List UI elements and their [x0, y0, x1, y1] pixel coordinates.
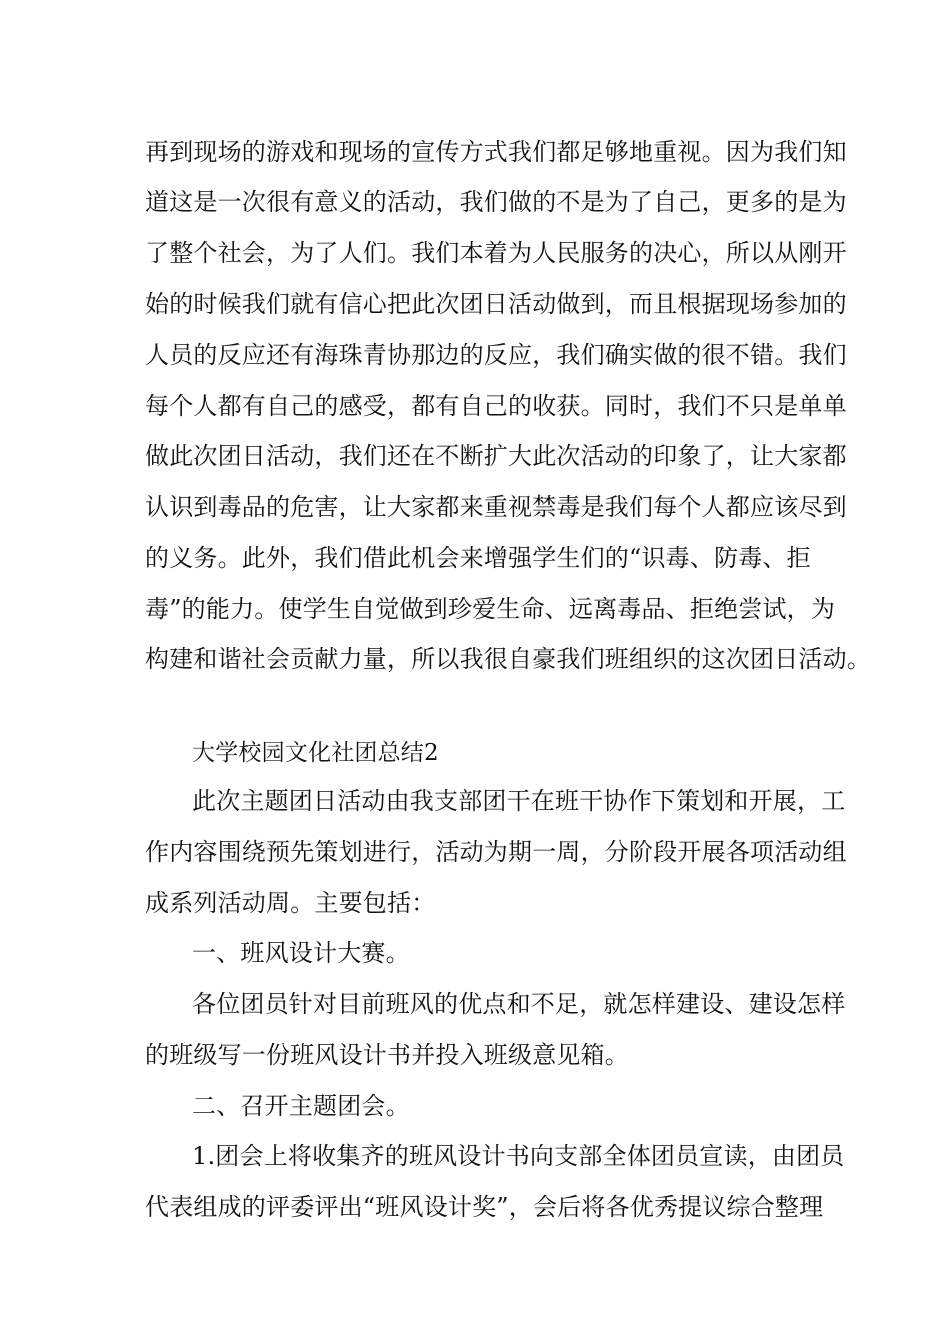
paragraph-1-line-5: 人员的反应还有海珠青协那边的反应，我们确实做的很不错。我们 [145, 341, 847, 369]
paragraph-2-line-3: 成系列活动周。主要包括： [145, 889, 436, 917]
paragraph-1-line-6: 每个人都有自己的感受，都有自己的收获。同时，我们不只是单单 [145, 392, 847, 420]
item-2-title: 二、召开主题团会。 [192, 1092, 410, 1120]
paragraph-2-line-1: 此次主题团日活动由我支部团干在班干协作下策划和开展，工 [192, 787, 846, 815]
paragraph-1-line-8: 认识到毒品的危害，让大家都来重视禁毒是我们每个人都应该尽到 [145, 493, 847, 521]
item-2-line-2: 代表组成的评委评出“班风设计奖”，会后将各优秀提议综合整理 [145, 1193, 824, 1221]
paragraph-1-line-1: 再到现场的游戏和现场的宣传方式我们都足够地重视。因为我们知 [145, 138, 847, 166]
paragraph-1-line-2: 道这是一次很有意义的活动，我们做的不是为了自己，更多的是为 [145, 188, 847, 216]
section-title: 大学校园文化社团总结2 [192, 740, 439, 766]
item-2-line-1: 1.团会上将收集齐的班风设计书向支部全体团员宣读，由团员 [192, 1142, 845, 1170]
paragraph-1-line-9: 的义务。此外，我们借此机会来增强学生们的“识毒、防毒、拒 [145, 544, 811, 572]
paragraph-1-line-4: 始的时候我们就有信心把此次团日活动做到，而且根据现场参加的 [145, 290, 847, 318]
paragraph-1-line-11: 构建和谐社会贡献力量，所以我很自豪我们班组织的这次团日活动。 [145, 645, 871, 673]
item-1-title: 一、班风设计大赛。 [192, 939, 410, 967]
paragraph-1-line-10: 毒”的能力。使学生自觉做到珍爱生命、远离毒品、拒绝尝试，为 [145, 595, 836, 623]
paragraph-2-line-2: 作内容围绕预先策划进行，活动为期一周，分阶段开展各项活动组 [145, 838, 847, 866]
paragraph-1-line-7: 做此次团日活动，我们还在不断扩大此次活动的印象了，让大家都 [145, 442, 847, 470]
item-1-line-2: 的班级写一份班风设计书并投入班级意见箱。 [145, 1041, 629, 1069]
item-1-line-1: 各位团员针对目前班风的优点和不足，就怎样建设、建设怎样 [192, 990, 846, 1018]
paragraph-1-line-3: 了整个社会，为了人们。我们本着为人民服务的决心，所以从刚开 [145, 239, 847, 267]
